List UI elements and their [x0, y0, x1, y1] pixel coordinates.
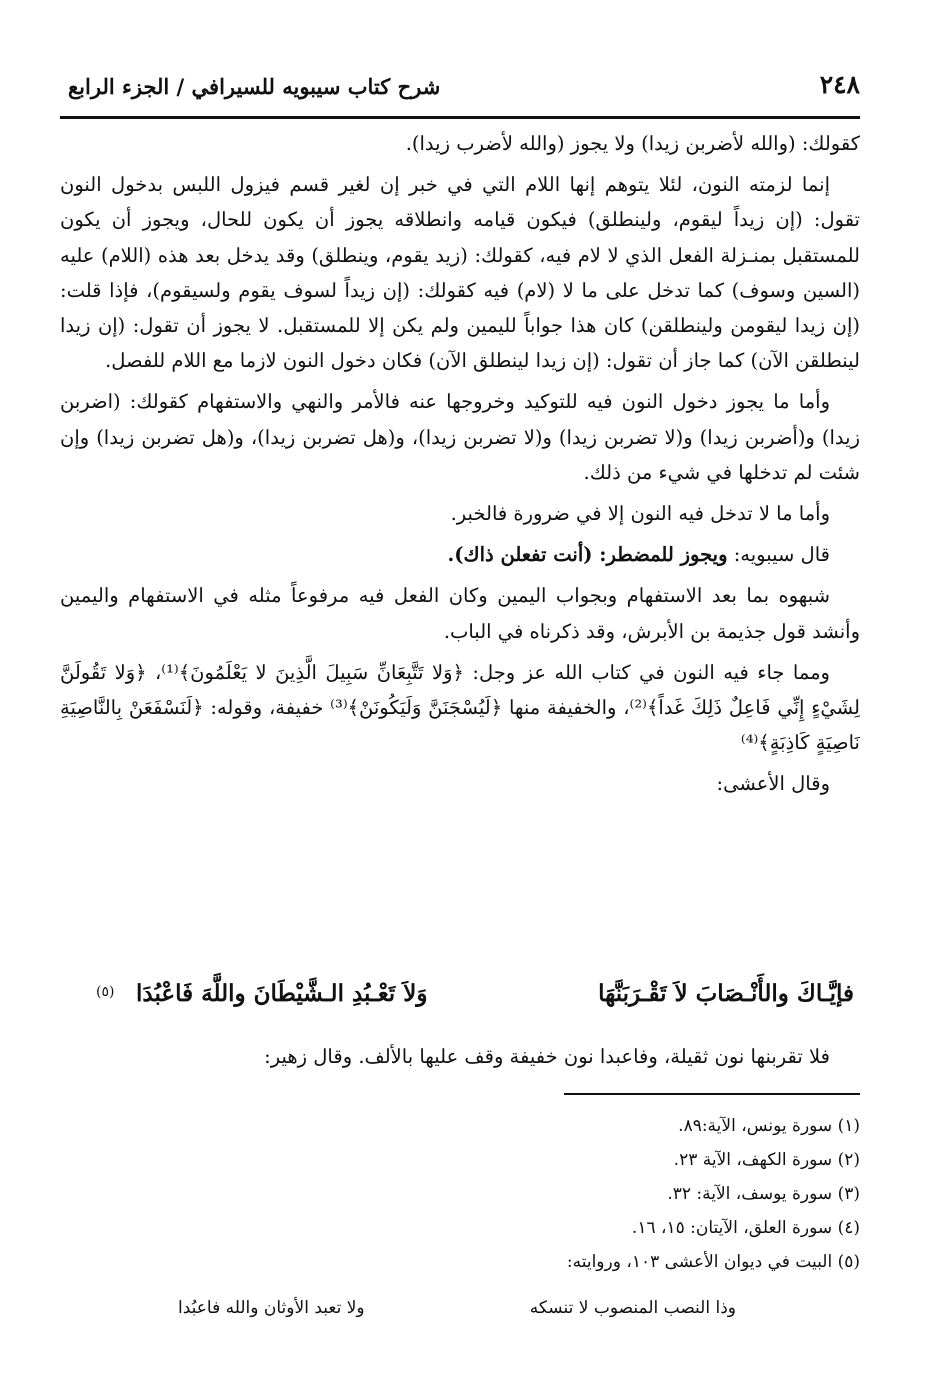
footnotes: [60, 1109, 860, 1279]
page-number: ٢٤٨: [819, 70, 860, 99]
paragraph-3: وأما ما يجوز دخول النون فيه للتوكيد وخروجها عنه فالأمر والنهي والاستفهام كقولك: (اضربن زيدا) و(أضربن زيدا) و(لا تضربن زيدا) و(لا تضربن زيدا)، و(هل تضربن زيدا)، و(هل تضربن زيدا) وإن شئت لم تدخلها في شيء من ذلك.: [60, 390, 860, 484]
footnote-2: (٢) سورة الكهف، الآية ٢٣.: [673, 1150, 860, 1170]
paragraph-1: كقولك: (والله لأضربن زيدا) ولا يجوز (والله لأضرب زيدا).: [405, 132, 860, 155]
main-text: [60, 126, 860, 808]
verse-first-hemistich: فإيَّـاكَ والأَنْـصَابَ لاَ تَقْـرَبَنَّهَا: [598, 980, 854, 1007]
footnote-1: (١) سورة يونس، الآية:٨٩.: [678, 1116, 860, 1136]
sibawayh-quote: ويجوز للمضطر: (أنت تفعلن ذاك).: [447, 543, 728, 567]
footnote-separator: [564, 1093, 860, 1095]
paragraph-after-verse: فلا تقربنها نون ثقيلة، وفاعبدا نون خفيفة وقف عليها بالألف. وقال زهير:: [264, 1045, 830, 1068]
paragraph-5: [60, 537, 860, 572]
verse-footnote-mark: (٥): [96, 984, 115, 1000]
footnote-3: (٣) سورة يوسف، الآية: ٣٢.: [667, 1184, 860, 1204]
sibawayh-lead: قال سيبويه:: [727, 543, 830, 567]
running-title: شرح كتاب سيبويه للسيرافي / الجزء الرابع: [68, 74, 441, 99]
paragraph-8: وقال الأعشى:: [716, 772, 830, 796]
footnote-5: (٥) البيت في ديوان الأعشى ١٠٣، وروايته:: [566, 1252, 860, 1272]
footnote-4: (٤) سورة العلق، الآيتان: ١٥، ١٦.: [631, 1218, 860, 1238]
verse-second-hemistich: وَلاَ تَعْـبُدِ الـشَّيْطَانَ واللَّهَ فَاعْبُدَا: [136, 980, 428, 1007]
paragraph-2: إنما لزمته النون، لئلا يتوهم إنها اللام التي في خبر إن لغير قسم فيزول اللبس بدخول النون تقول: (إن زيداً ليقوم، ولينطلق) فيكون قيامه وانطلاقه يجوز أن يكون للحال، ويجوز أن يكون للمستقبل بمنـزلة الفعل الذي لا لام فيه، كقولك: (زيد يقوم، وينطلق) وقد يدخل بعد هذه (اللام) عليه (السين وسوف) كما تدخل على ما لا (لام) فيه كقولك: (إن زيداً لسوف يقوم ولسيقوم)، فإذا قلت: (إن زيدا ليقومن ولينطلقن) كان هذا جواباً لليمين ولم يكن إلا للمستقبل. لا يجوز أن تقول: (إن زيدا لينطلقن الآن) كما جاز أن تقول: (إن زيدا لينطلق الآن) فكان دخول النون لازما مع اللام للفصل.: [60, 173, 860, 373]
footnote-verse-first-hemistich: وذا النصب المنصوب لا تنسكه: [529, 1298, 736, 1318]
running-header: [60, 70, 860, 119]
poem-verse: [96, 980, 854, 1024]
paragraph-6: شبهوه بما بعد الاستفهام وبجواب اليمين وكان الفعل فيه مرفوعاً مثله في الاستفهام واليمين وأنشد قول جذيمة بن الأبرش، وقد ذكرناه في الباب.: [60, 584, 860, 643]
footnote-5-verse: [178, 1298, 736, 1332]
paragraph-4: وأما ما لا تدخل فيه النون إلا في ضرورة فالخبر.: [450, 502, 830, 526]
footnote-verse-second-hemistich: ولا تعبد الأوثان والله فاعبُدا: [178, 1298, 365, 1318]
paragraph-7: ومما جاء فيه النون في كتاب الله عز وجل: ﴿وَلا تَتَّبِعَانِّ سَبِيلَ الَّذِينَ لا يَعْلَمُونَ﴾⁽¹⁾، ﴿وَلا تَقُولَنَّ لِشَيْءٍ إِنِّي فَاعِلٌ ذَلِكَ غَداً﴾⁽²⁾، والخفيفة منها ﴿لَيُسْجَنَنَّ وَلَيَكُونَنْ﴾⁽³⁾ خفيفة، وقوله: ﴿لَنَسْفَعَنْ بِالنَّاصِيَةِ نَاصِيَةٍ كَاذِبَةٍ﴾⁽⁴⁾: [60, 660, 860, 755]
